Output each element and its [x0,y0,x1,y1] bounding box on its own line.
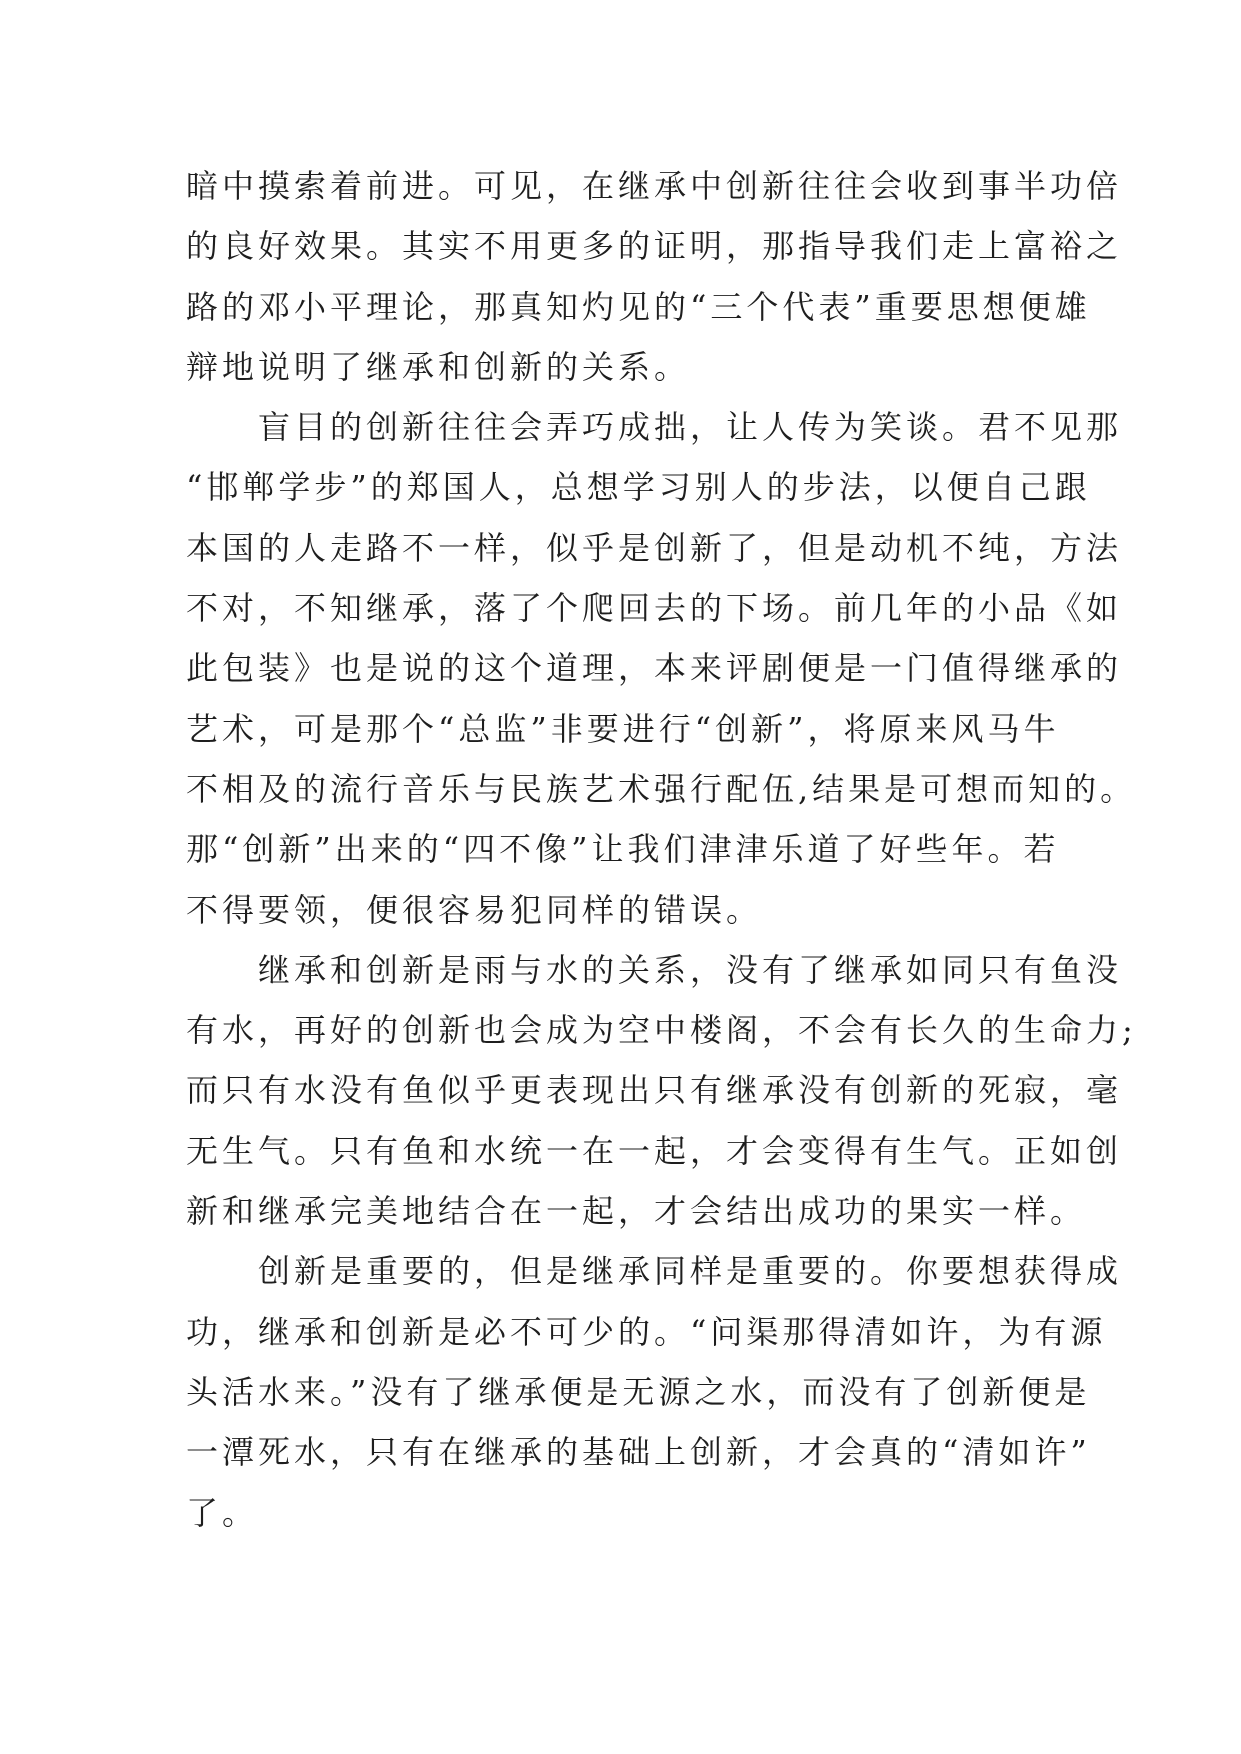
text-line: 不对，不知继承，落了个爬回去的下场。前几年的小品《如 [186,589,1123,628]
paragraph-first-line: 盲目的创新往往会弄巧成拙，让人传为笑谈。君不见那 [258,408,1123,447]
document-body [186,156,1137,1543]
text-line: 艺术，可是那个“总监”非要进行“创新”，将原来风马牛 [186,709,1060,748]
paragraph-first-line: 继承和创新是雨与水的关系，没有了继承如同只有鱼没 [258,950,1123,989]
text-line: 有水，再好的创新也会成为空中楼阁，不会有长久的生命力; [186,1011,1137,1050]
text-line: 了。 [186,1493,259,1532]
text-line: 路的邓小平理论，那真知灼见的“三个代表”重要思想便雄 [186,287,1091,326]
text-line: 不相及的流行音乐与民族艺术强行配伍,结果是可想而知的。 [186,769,1137,808]
text-line: 头活水来。”没有了继承便是无源之水，而没有了创新便是 [186,1372,1091,1411]
text-line: 新和继承完美地结合在一起，才会结出成功的果实一样。 [186,1192,1087,1231]
text-line: 此包装》也是说的这个道理，本来评剧便是一门值得继承的 [186,649,1123,688]
text-line: 那“创新”出来的“四不像”让我们津津乐道了好些年。若 [186,830,1060,869]
text-line: 的良好效果。其实不用更多的证明，那指导我们走上富裕之 [186,227,1123,266]
text-line: 而只有水没有鱼似乎更表现出只有继承没有创新的死寂，毫 [186,1071,1123,1110]
text-line: 暗中摸索着前进。可见，在继承中创新往往会收到事半功倍 [186,167,1123,205]
paragraph-first-line: 创新是重要的，但是继承同样是重要的。你要想获得成 [258,1252,1123,1291]
text-line: 功，继承和创新是必不可少的。“问渠那得清如许，为有源 [186,1312,1107,1351]
text-line: “邯郸学步”的郑国人，总想学习别人的步法，以便自己跟 [186,468,1091,507]
text-line: 一潭死水，只有在继承的基础上创新，才会真的“清如许” [186,1433,1091,1472]
text-line: 本国的人走路不一样，似乎是创新了，但是动机不纯，方法 [186,528,1123,567]
text-line: 不得要领，便很容易犯同样的错误。 [186,890,763,929]
text-line: 辩地说明了继承和创新的关系。 [186,347,691,386]
text-line: 无生气。只有鱼和水统一在一起，才会变得有生气。正如创 [186,1131,1123,1170]
